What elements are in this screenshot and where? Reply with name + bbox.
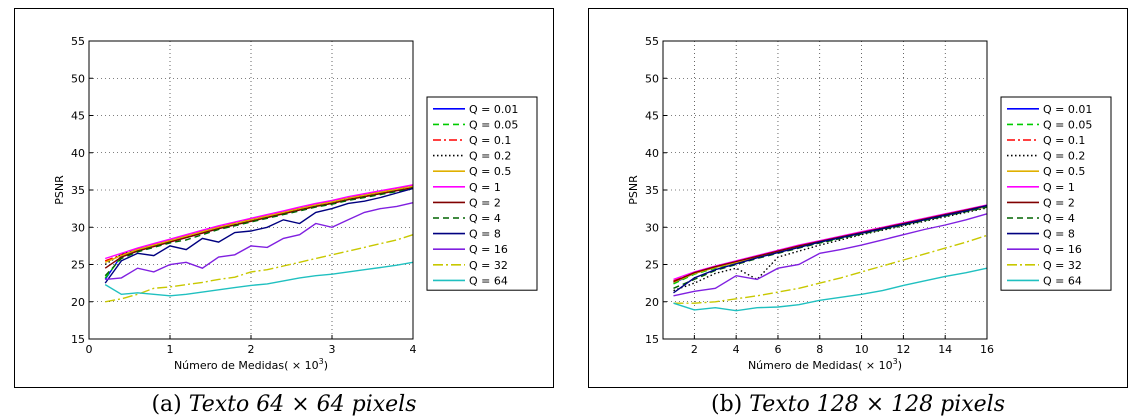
chart-a-ytick-label-3: 30 bbox=[71, 221, 85, 235]
chart-b-xtick-label-0: 2 bbox=[690, 343, 698, 356]
chart-a-xlabel-tail: ) bbox=[323, 359, 329, 372]
chart-b-ytick-label-0: 15 bbox=[645, 333, 659, 346]
chart-a-ytick-label-1: 20 bbox=[71, 295, 85, 309]
chart-b-ylabel: PSNR bbox=[627, 175, 640, 205]
chart-a-xlabel bbox=[174, 357, 328, 372]
chart-b-legend-label-1: Q = 0.05 bbox=[1043, 118, 1093, 132]
chart-a-legend-label-4: Q = 0.5 bbox=[469, 165, 512, 179]
chart-a-xlabel-base: Número de Medidas( × 10 bbox=[173, 359, 319, 372]
chart-b-xlabel-exp: 3 bbox=[892, 357, 898, 366]
chart-b-xtick-label-5: 12 bbox=[896, 343, 911, 356]
chart-a-xlabel-exp: 3 bbox=[318, 357, 324, 366]
caption-b-text: Texto 128 × 128 pixels bbox=[749, 392, 1005, 417]
chart-a-xtick-label-4: 4 bbox=[409, 343, 417, 356]
chart-a-legend-label-5: Q = 1 bbox=[469, 180, 501, 194]
chart-a-legend-label-6: Q = 2 bbox=[469, 196, 501, 210]
caption-a-text: Texto 64 × 64 pixels bbox=[188, 392, 417, 417]
chart-a-ytick-label-2: 25 bbox=[71, 258, 85, 272]
chart-a-legend-label-7: Q = 4 bbox=[469, 212, 501, 225]
chart-panel-a bbox=[14, 8, 554, 388]
chart-a-legend-label-8: Q = 8 bbox=[469, 227, 501, 241]
chart-b-legend-label-6: Q = 2 bbox=[1043, 196, 1075, 210]
chart-a-ytick-label-7: 50 bbox=[71, 72, 85, 86]
chart-b-legend-label-7: Q = 4 bbox=[1043, 212, 1075, 225]
chart-a-legend-label-1: Q = 0.05 bbox=[469, 118, 519, 132]
chart-b-xtick-label-1: 4 bbox=[732, 343, 740, 356]
chart-b-xtick-label-4: 10 bbox=[854, 343, 869, 356]
chart-a-xtick-label-3: 3 bbox=[328, 343, 336, 356]
chart-b-xlabel-base: Número de Medidas( × 10 bbox=[747, 359, 893, 372]
chart-b-legend-label-4: Q = 0.5 bbox=[1043, 165, 1086, 179]
chart-b-ytick-label-7: 50 bbox=[645, 72, 659, 86]
chart-b-legend-label-2: Q = 0.1 bbox=[1043, 134, 1086, 147]
chart-b-ytick-label-4: 35 bbox=[645, 184, 659, 197]
chart-b-xtick-label-3: 8 bbox=[816, 343, 824, 356]
chart-b-ytick-label-8: 55 bbox=[645, 35, 659, 48]
caption-b-tag: (b) bbox=[711, 392, 743, 417]
chart-b-legend-label-11: Q = 64 bbox=[1043, 274, 1082, 288]
chart-a-svg bbox=[15, 9, 553, 387]
chart-b-xtick-label-7: 16 bbox=[980, 343, 994, 356]
chart-b-legend-label-8: Q = 8 bbox=[1043, 227, 1075, 241]
chart-a-legend-label-9: Q = 16 bbox=[469, 243, 508, 257]
chart-b-ytick-label-6: 45 bbox=[645, 109, 659, 123]
chart-b-xtick-label-6: 14 bbox=[938, 343, 953, 356]
chart-b-legend-label-9: Q = 16 bbox=[1043, 243, 1082, 257]
caption-b bbox=[588, 392, 1128, 417]
chart-a-ytick-label-4: 35 bbox=[71, 184, 85, 197]
chart-b-svg bbox=[589, 9, 1127, 387]
chart-b-legend-label-3: Q = 0.2 bbox=[1043, 149, 1086, 163]
chart-a-ytick-label-0: 15 bbox=[71, 333, 85, 346]
chart-a-ytick-label-8: 55 bbox=[71, 35, 85, 48]
chart-b-legend-label-5: Q = 1 bbox=[1043, 180, 1075, 194]
chart-b-ytick-label-1: 20 bbox=[645, 295, 659, 309]
chart-a-ytick-label-5: 40 bbox=[71, 146, 85, 160]
chart-panel-b bbox=[588, 8, 1128, 388]
chart-b-ytick-label-5: 40 bbox=[645, 146, 659, 160]
chart-b-xtick-label-2: 6 bbox=[774, 343, 782, 356]
chart-b-legend-label-0: Q = 0.01 bbox=[1043, 102, 1093, 116]
chart-b-xlabel-tail: ) bbox=[897, 359, 903, 372]
chart-a-legend-label-10: Q = 32 bbox=[469, 258, 508, 272]
caption-a-tag: (a) bbox=[151, 392, 182, 417]
chart-b-ytick-label-2: 25 bbox=[645, 258, 659, 272]
chart-a-legend-label-0: Q = 0.01 bbox=[469, 102, 519, 116]
chart-b-ytick-label-3: 30 bbox=[645, 221, 659, 235]
chart-a-legend-label-2: Q = 0.1 bbox=[469, 134, 512, 147]
chart-a-legend-label-3: Q = 0.2 bbox=[469, 149, 512, 163]
chart-a-ytick-label-6: 45 bbox=[71, 109, 85, 123]
chart-b-xlabel bbox=[748, 357, 902, 372]
caption-a bbox=[14, 392, 554, 417]
chart-b-legend-label-10: Q = 32 bbox=[1043, 258, 1082, 272]
chart-a-xtick-label-2: 2 bbox=[247, 343, 255, 356]
chart-a-ylabel: PSNR bbox=[53, 175, 66, 205]
chart-a-xtick-label-0: 0 bbox=[85, 343, 93, 356]
chart-a-xtick-label-1: 1 bbox=[166, 343, 174, 356]
chart-a-legend-label-11: Q = 64 bbox=[469, 274, 508, 288]
